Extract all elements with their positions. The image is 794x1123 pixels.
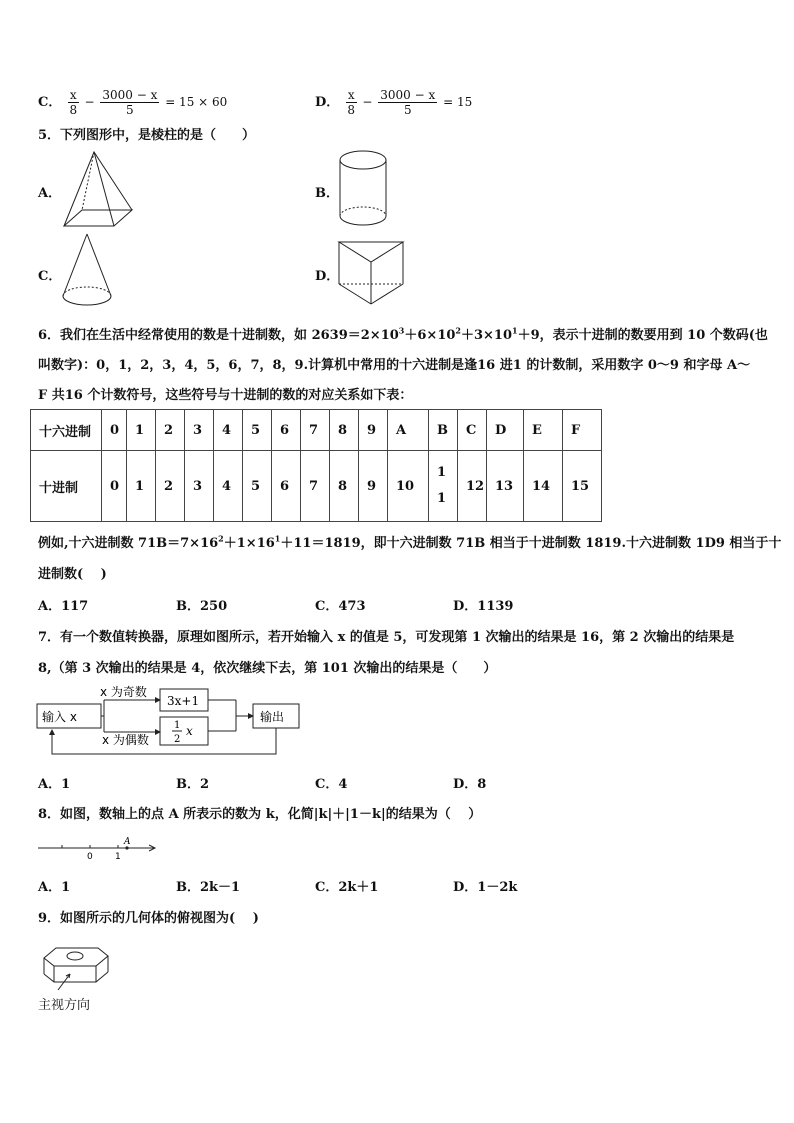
denominator: 8 [69, 103, 78, 117]
tick-label-zero: 0 [87, 852, 93, 862]
q7-option-b: B．2 [176, 777, 210, 792]
table-cell: 0 [102, 410, 127, 451]
fraction [100, 88, 159, 117]
fraction [346, 88, 357, 117]
q4-option-c: C． $\frac{x}{8}$ − $\frac{3000 - x}{5}$ = 15 × 60 [38, 88, 228, 117]
table-cell: 8 [330, 451, 359, 522]
table-cell: 10 [388, 451, 429, 522]
option-label: D． [315, 95, 340, 110]
table-cell: 8 [330, 410, 359, 451]
q7-option-a: A．1 [38, 777, 71, 792]
numerator: x [69, 88, 77, 102]
even-branch-label: x 为偶数 [102, 733, 149, 747]
exponent: 1 [274, 533, 281, 544]
q8-option-a: A．1 [38, 880, 71, 895]
text-segment: ＋3×10 [460, 328, 513, 343]
table-cell: 9 [359, 451, 388, 522]
table-cell: E [524, 410, 563, 451]
table-cell: 1 [127, 451, 156, 522]
equation-rhs: = 15 × 60 [165, 95, 228, 109]
table-cell: 0 [102, 451, 127, 522]
fraction [68, 88, 79, 117]
table-cell: 1 [127, 410, 156, 451]
q7-option-d: D．8 [453, 777, 487, 792]
table-cell: 1 1 [429, 451, 458, 522]
table-cell: F [563, 410, 602, 451]
table-cell: 9 [359, 410, 388, 451]
q6-option-b: B．250 [176, 599, 228, 614]
front-view-caption: 主视方向 [38, 998, 91, 1013]
text-segment: ＋6×10 [404, 328, 456, 343]
q6-line-3: F 共16 个计数符号，这些符号与十进制的数的对应关系如下表： [38, 388, 413, 403]
table-row [31, 451, 602, 522]
q5-option-b-label: B． [315, 186, 339, 201]
q5-stem: 5．下列图形中，是棱柱的是（ ） [38, 128, 256, 143]
table-cell: 5 [243, 410, 272, 451]
table-cell: C [458, 410, 487, 451]
input-label: 输入 x [42, 710, 77, 724]
hex-decimal-table [30, 409, 602, 522]
table-cell: D [487, 410, 524, 451]
point-a-label: A [124, 837, 131, 847]
cylinder-figure [337, 148, 389, 230]
q6-line-2: 叫数字)：0，1，2，3，4，5，6，7，8，9.计算机中常用的十六进制是逢16 进1 的计数制，采用数字 0～9 和字母 A～ [38, 358, 751, 373]
output-label: 输出 [260, 710, 285, 724]
table-cell: 7 [301, 451, 330, 522]
table-cell: B [429, 410, 458, 451]
denominator: 5 [126, 103, 134, 117]
denominator: 5 [403, 103, 412, 117]
q5-option-d-label: D． [315, 269, 340, 284]
numerator: 3000 − x [380, 88, 436, 102]
cone-figure [60, 232, 114, 310]
q6-option-c: C．473 [315, 599, 366, 614]
q8-stem: 8．如图，数轴上的点 A 所表示的数为 k，化简|k|＋|1－k|的结果为（ ） [38, 807, 482, 822]
fraction [378, 88, 437, 117]
text-segment: ＋9，表示十进制的数要用到 10 个数码(也 [517, 328, 768, 343]
numerator: 3000 − x [102, 88, 158, 102]
even-op-variable: x [186, 724, 193, 738]
table-cell: 2 [156, 451, 185, 522]
equation-rhs: = 15 [443, 95, 473, 109]
table-cell: 3 [185, 451, 214, 522]
exponent: 2 [218, 533, 224, 544]
q8-option-b: B．2k－1 [176, 880, 241, 895]
q6-line-1 [38, 324, 768, 343]
q8-option-d: D．1－2k [453, 880, 518, 895]
text-segment: 6．我们在生活中经常使用的数是十进制数，如 2639＝2×10 [38, 328, 399, 343]
loop-arrow [52, 728, 276, 754]
table-cell: 6 [272, 410, 301, 451]
table-cell: 14 [524, 451, 563, 522]
q6-option-a: A．117 [38, 599, 89, 614]
text-segment: ＋11＝1819，即十六进制数 71B 相当于十进制数 1819.十六进制数 1D9 相当于十 [280, 536, 782, 551]
hex-nut-figure [40, 944, 112, 994]
table-cell: 6 [272, 451, 301, 522]
table-cell: 13 [487, 451, 524, 522]
q9-stem: 9．如图所示的几何体的俯视图为( ) [38, 911, 259, 926]
table-header-cell: 十进制 [31, 451, 102, 522]
number-line [36, 834, 158, 862]
table-cell: A [388, 410, 429, 451]
q7-line-2: 8,（第 3 次输出的结果是 4，依次继续下去，第 101 次输出的结果是（ ） [38, 661, 497, 676]
denominator: 8 [347, 103, 356, 117]
q5-option-a-label: A． [38, 186, 62, 201]
odd-branch-label: x 为奇数 [100, 685, 147, 699]
numerator: x [347, 88, 355, 102]
exponent: 2 [455, 325, 461, 336]
q6-option-d: D．1139 [453, 599, 514, 614]
pyramid-figure [60, 150, 138, 230]
even-op-numerator: 1 [174, 720, 181, 731]
table-cell: 3 [185, 410, 214, 451]
even-op-denominator: 2 [174, 734, 181, 745]
exponent: 1 [512, 325, 518, 336]
q4-option-d: D． $\frac{x}{8}$ − $\frac{3000 - x}{5}$ = 15 [315, 88, 473, 117]
table-cell: 12 [458, 451, 487, 522]
table-cell: 7 [301, 410, 330, 451]
q5-option-c-label: C． [38, 269, 62, 284]
odd-operation: 3x+1 [167, 694, 200, 708]
table-cell: 4 [214, 451, 243, 522]
triangular-prism-figure [337, 240, 405, 306]
exponent: 3 [398, 325, 405, 336]
table-header-cell: 十六进制 [31, 410, 102, 451]
q7-option-c: C．4 [315, 777, 348, 792]
table-cell: 4 [214, 410, 243, 451]
q6-example-line-1 [38, 532, 781, 551]
q8-option-c: C．2k＋1 [315, 880, 379, 895]
q6-example-line-2: 进制数( ) [38, 567, 107, 582]
table-cell: 5 [243, 451, 272, 522]
text-segment: ＋1×16 [223, 536, 275, 551]
table-cell: 2 [156, 410, 185, 451]
number-converter-diagram [36, 684, 306, 760]
table-cell: 15 [563, 451, 602, 522]
tick-label-one: 1 [115, 852, 121, 862]
q7-line-1: 7．有一个数值转换器，原理如图所示，若开始输入 x 的值是 5，可发现第 1 次输出的结果是 16，第 2 次输出的结果是 [38, 630, 735, 645]
table-row [31, 410, 602, 451]
text-segment: 例如,十六进制数 71B＝7×16 [38, 536, 219, 551]
even-operation-box [160, 717, 208, 745]
option-label: C． [38, 95, 62, 110]
